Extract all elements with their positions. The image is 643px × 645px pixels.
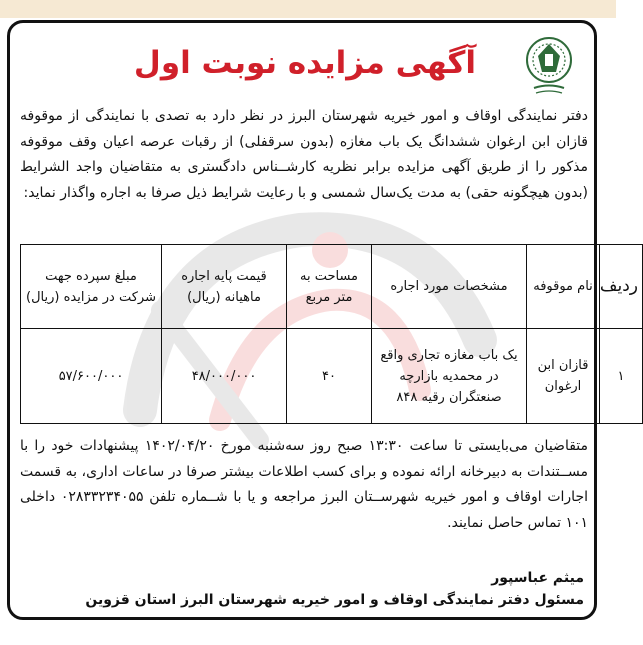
header-description: مشخصات مورد اجاره xyxy=(372,245,527,329)
table-row xyxy=(21,329,643,424)
signer-title: مسئول دفتر نمایندگی اوقاف و امور خیریه شهرستان البرز استان قزوین xyxy=(85,592,584,608)
intro-paragraph: دفتر نمایندگی اوقاف و امور خیریه شهرستان البرز در نظر دارد به تصدی با نمایندگی از موقوفه قازان ابن ارغوان ششدانگ یک باب مغازه (بدون سرقفلی) از رقبات عرصه اعیان وقف موقوفه مذکور را از طریق آگهی مزایده برابر نظریه کارشــناس دادگستری به متقاضیان واجد الشرایط (بدون هیچگونه حقی) به مدت یک‌سال شمسی و با رعایت شرایط ذیل صرفا به اجاره واگذار نماید: xyxy=(20,108,588,201)
signer-name: میثم عباسپور xyxy=(491,570,584,586)
awqaf-emblem-icon xyxy=(524,36,574,96)
notice-title: آگهی مزایده نوبت اول xyxy=(133,45,477,81)
cell-area: ۴۰ xyxy=(287,329,372,424)
table-header-row xyxy=(21,245,643,329)
conditions-paragraph: متقاضیان می‌بایستی تا ساعت ۱۳:۳۰ صبح روز سه‌شنبه مورخ ۱۴۰۲/۰۴/۲۰ پیشنهادات خود را با مســتندات به دبیرخانه ارائه نموده و برای کسب اطلاعات بیشتر صرفا در ساعات اداری، به قسمت اجارات اوقاف و امور خیریه شهرســتان البرز مراجعه و یا با شــماره تلفن ۰۲۸۳۳۲۳۴۰۵۵ داخلی ۱۰۱ تماس حاصل نمایند. xyxy=(20,438,589,531)
header-index: ردیف xyxy=(600,245,643,329)
cell-endowment: قازان ابن ارغوان xyxy=(527,329,600,424)
cell-base-price: ۴۸/۰۰۰/۰۰۰ xyxy=(162,329,287,424)
top-color-strip xyxy=(0,0,616,18)
cell-index: ۱ xyxy=(600,329,643,424)
header-deposit: مبلغ سپرده جهت شرکت در مزایده (ریال) xyxy=(21,245,162,329)
header-endowment: نام موقوفه xyxy=(527,245,600,329)
header-area: مساحت به متر مربع xyxy=(287,245,372,329)
lease-items-table xyxy=(20,244,643,424)
header-base-price: قیمت پایه اجاره ماهیانه (ریال) xyxy=(162,245,287,329)
cell-deposit: ۵۷/۶۰۰/۰۰۰ xyxy=(21,329,162,424)
cell-description: یک باب مغازه تجاری واقع در محمدیه بازارچه صنعتگران رقیه ۸۴۸ xyxy=(372,329,527,424)
